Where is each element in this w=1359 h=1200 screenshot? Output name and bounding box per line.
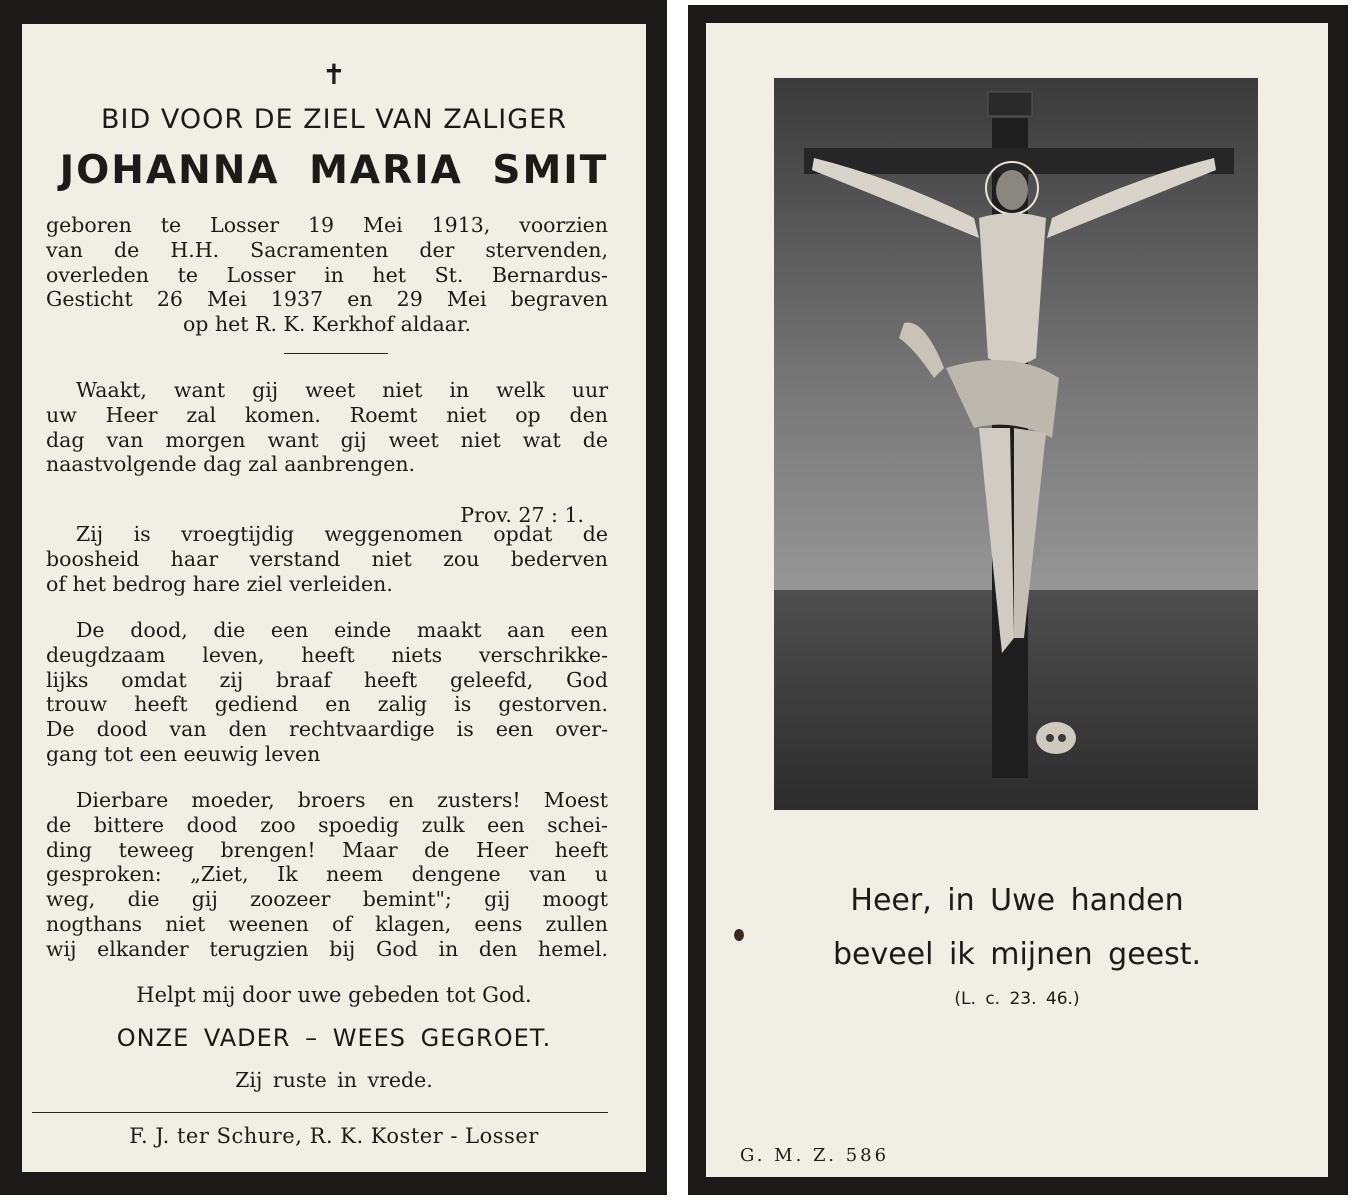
text-line: naastvolgende dag zal aanbrengen. — [46, 452, 416, 477]
text-line: Dierbare moeder, broers en zusters! Moest — [76, 788, 608, 812]
text-line: geboren te Losser 19 Mei 1913, voorzien — [46, 213, 608, 237]
paragraph-1 — [46, 378, 608, 477]
divider-short — [284, 353, 388, 354]
birth-details — [46, 213, 608, 337]
text-line: nogthans niet weenen of klagen, eens zullen — [46, 911, 608, 936]
text-line: boosheid haar verstand niet zou bederven — [46, 546, 608, 571]
text-line: De dood, die een einde maakt aan een — [76, 618, 608, 642]
skull-eye — [1046, 734, 1054, 742]
text-line: of het bedrog hare ziel verleiden. — [46, 571, 393, 596]
bible-citation: (L. c. 23. 46.) — [954, 989, 1080, 1009]
skull-eye — [1058, 734, 1066, 742]
print-code: G. M. Z. 586 — [740, 1145, 890, 1166]
text-line: gang tot een eeuwig leven — [46, 741, 321, 766]
text-line: lijks omdat zij braaf heeft geleefd, God — [46, 667, 608, 692]
card-paper-left — [22, 24, 646, 1172]
cloth-flutter — [899, 323, 944, 378]
skull — [1036, 722, 1076, 754]
torso — [979, 213, 1046, 366]
prayer-names: ONZE VADER – WEES GEGROET. — [116, 1024, 552, 1052]
bible-reference: Prov. 27 : 1. — [460, 503, 584, 527]
paragraph-3 — [46, 618, 608, 767]
text-line: weg, die gij zoozeer bemint"; gij moogt — [46, 887, 608, 912]
printer-credit: F. J. ter Schure, R. K. Koster - Losser — [129, 1124, 539, 1148]
cross-horizontal-beam — [804, 148, 1234, 174]
divider-long — [32, 1112, 608, 1113]
text-line: Zij is vroegtijdig weggenomen opdat de — [76, 522, 608, 546]
text-line: wij elkander terugzien bij God in den hemel. — [46, 936, 608, 961]
text-line: van de H.H. Sacramenten der stervenden, — [46, 237, 608, 262]
memorial-card-image-side — [688, 5, 1348, 1195]
text-line: dag van morgen want gij weet niet wat de — [46, 427, 608, 452]
text-line: gesproken: „Ziet, Ik neem dengene van u — [46, 862, 608, 887]
rest-in-peace: Zij ruste in vrede. — [235, 1068, 433, 1092]
deceased-name: JOHANNA MARIA SMIT — [59, 148, 609, 193]
text-line: uw Heer zal komen. Roemt niet op den — [46, 402, 608, 427]
text-line: Waakt, want gij weet niet in welk uur — [76, 378, 608, 402]
card-paper-right — [706, 23, 1328, 1177]
inri-plaque — [988, 92, 1032, 116]
text-line: op het R. K. Kerkhof aldaar. — [182, 312, 472, 337]
head — [996, 170, 1028, 210]
text-line: deugdzaam leven, heeft niets verschrikke- — [46, 642, 608, 667]
card-heading: BID VOOR DE ZIEL VAN ZALIGER — [101, 104, 567, 135]
ink-stain — [734, 929, 744, 941]
text-line: De dood van den rechtvaardige is een over- — [46, 717, 608, 742]
text-line: Gesticht 26 Mei 1937 en 29 Mei begraven — [46, 287, 608, 312]
crucifix-illustration — [774, 78, 1258, 810]
caption-line-2: beveel ik mijnen geest. — [832, 937, 1202, 972]
caption-line-1: Heer, in Uwe handen — [850, 883, 1184, 918]
text-line: de bittere dood zoo spoedig zulk een schei- — [46, 812, 608, 837]
paragraph-2 — [46, 522, 608, 596]
paragraph-4 — [46, 788, 608, 962]
cross-icon: ✝ — [322, 58, 346, 91]
prayer-request: Helpt mij door uwe gebeden tot God. — [136, 983, 532, 1007]
crucifix-picture — [774, 78, 1258, 810]
text-line: trouw heeft gediend en zalig is gestorven. — [46, 692, 608, 717]
memorial-card-text-side — [0, 0, 667, 1195]
right-leg — [1014, 428, 1046, 638]
text-line: overleden te Losser in het St. Bernardus- — [46, 262, 608, 287]
text-line: ding teweeg brengen! Maar de Heer heeft — [46, 837, 608, 862]
